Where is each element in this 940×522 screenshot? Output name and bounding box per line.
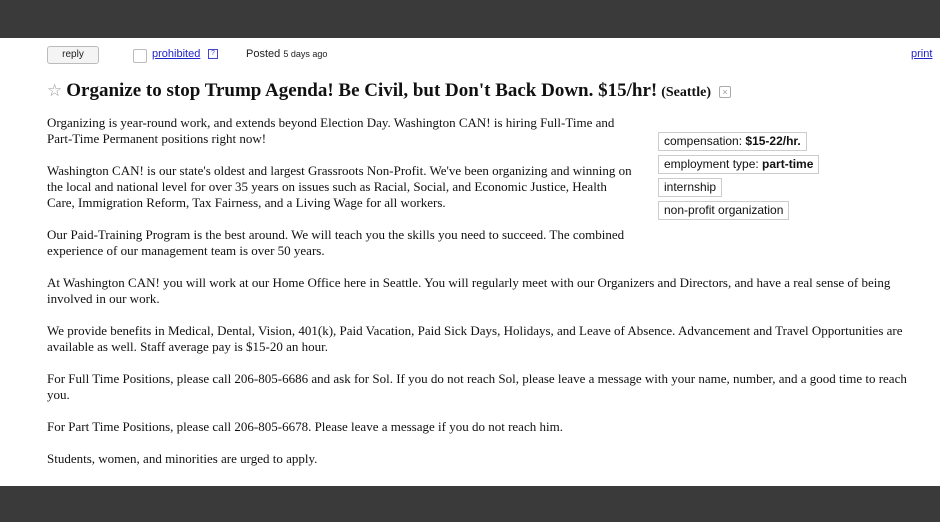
attr-internship <box>658 178 722 197</box>
attr-compensation <box>658 132 807 151</box>
posted-date <box>246 48 327 60</box>
body-paragraph: We provide benefits in Medical, Dental, Vision, 401(k), Paid Vacation, Paid Sick Days, Holidays, and Leave of Absence. Advancement and Travel Opportunities are available as well. Staff average pay is $15-20 an hour. <box>47 323 903 354</box>
posting-location: (Seattle) <box>661 85 711 100</box>
body-paragraph: Organizing is year-round work, and extends beyond Election Day. Washington CAN! is hiring Full-Time and Part-Time Permanent positions right now! <box>47 115 615 146</box>
attr-key: employment type: <box>664 157 763 171</box>
body-paragraph: At Washington CAN! you will work at our Home Office here in Seattle. You will regularly meet with our Organizers and Directors, and have a real sense of being involved in our work. <box>47 275 891 306</box>
posted-label: Posted <box>246 48 281 60</box>
body-paragraph: Our Paid-Training Program is the best around. We will teach you the skills you need to succeed. The combined experience of our management team is over 50 years. <box>47 227 625 258</box>
prohibited-checkbox[interactable] <box>133 49 147 63</box>
body-paragraph: Washington CAN! is our state's oldest and largest Grassroots Non-Profit. We've been organizing and winning on the local and national level for over 35 years on issues such as Racial, Social, and Economic Justice, Health Care, Immigration Reform, Tax Fairness, and a Living Wage for all workers. <box>47 163 632 210</box>
top-frame-bar <box>0 0 940 38</box>
help-icon[interactable]: ? <box>208 49 218 59</box>
reply-button[interactable]: reply <box>47 46 99 64</box>
posting-toolbar <box>0 46 940 66</box>
posted-ago: 5 days ago <box>283 49 328 59</box>
body-paragraph: Students, women, and minorities are urged to apply. <box>47 451 318 466</box>
hide-posting-icon[interactable]: × <box>719 86 731 98</box>
attr-key: compensation: <box>664 134 746 148</box>
attr-non-profit <box>658 201 789 220</box>
attr-employment-type <box>658 155 819 174</box>
body-paragraph: For Full Time Positions, please call 206-805-6686 and ask for Sol. If you do not reach Sol, please leave a message with your name, number, and a good time to reach you. <box>47 371 907 402</box>
posting-title <box>47 80 927 102</box>
body-paragraph: For Part Time Positions, please call 206-805-6678. Please leave a message if you do not reach him. <box>47 419 563 434</box>
attr-value: part-time <box>762 157 814 171</box>
attr-key: internship <box>664 180 717 194</box>
print-link[interactable]: print <box>911 48 933 60</box>
posting-title-text: Organize to stop Trump Agenda! Be Civil, but Don't Back Down. $15/hr! <box>66 80 658 101</box>
favorite-star-icon[interactable]: ☆ <box>47 81 63 100</box>
bottom-frame-bar <box>0 486 940 522</box>
attr-value: $15-22/hr. <box>745 134 801 148</box>
attr-key: non-profit organization <box>664 203 784 217</box>
prohibited-link[interactable]: prohibited <box>152 48 201 60</box>
posting-page <box>0 38 940 486</box>
